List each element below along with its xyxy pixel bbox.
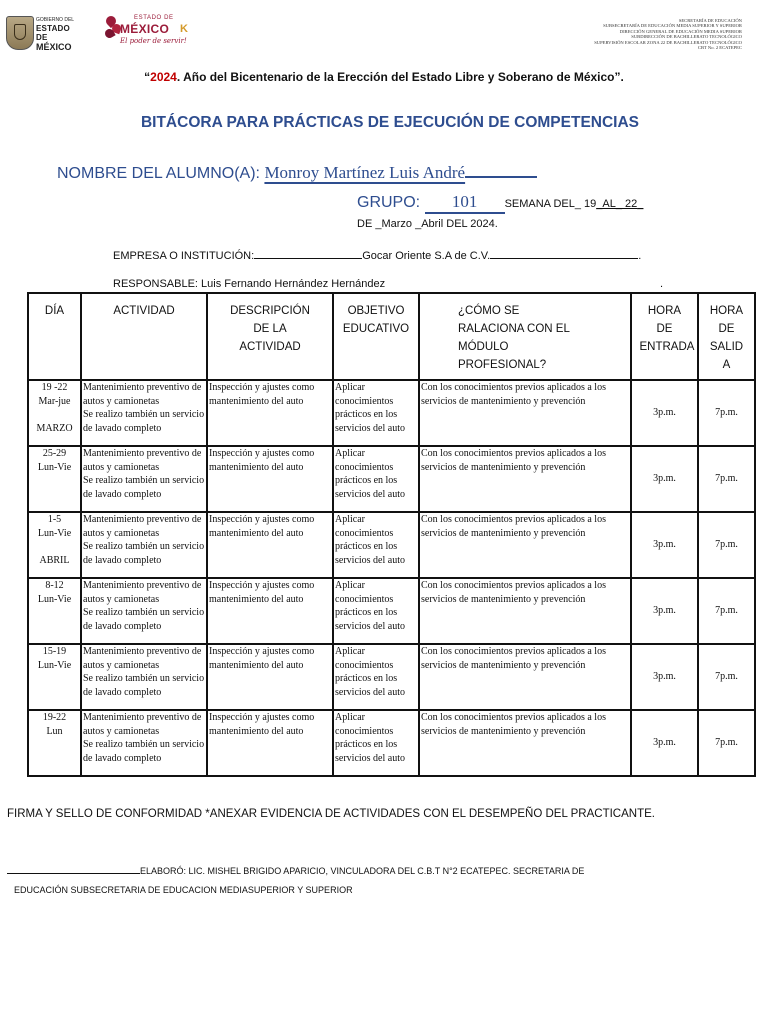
cell-entrada: 3p.m. <box>631 380 698 446</box>
cell-entrada: 3p.m. <box>631 578 698 644</box>
cell-relaciona: Con los conocimientos previos aplicados a los servicios de mantenimiento y prevención <box>419 512 631 578</box>
cell-objetivo: Aplicar conocimientos prácticos en los servicios del auto <box>333 446 419 512</box>
edo-logo-slogan: El poder de servir! <box>120 37 187 45</box>
cell-objetivo: Aplicar conocimientos prácticos en los servicios del auto <box>333 380 419 446</box>
cell-salida: 7p.m. <box>698 578 755 644</box>
edo-logo-line2: MÉXICO <box>120 22 170 36</box>
cell-actividad: Mantenimiento preventivo de autos y camionetas Se realizo también un servicio de lavado completo <box>81 380 207 446</box>
cell-dia: 25-29 Lun-Vie <box>28 446 81 512</box>
header-actividad: ACTIVIDAD <box>81 293 207 380</box>
motto-year: 2024 <box>150 70 177 84</box>
edo-logo-line1: ESTADO DE <box>134 15 174 21</box>
table-row <box>28 380 755 446</box>
edo-logo-mark: K <box>180 23 188 35</box>
gobierno-logo-text <box>36 17 78 52</box>
motto-text: . Año del Bicentenario de la Erección del Estado Libre y Soberano de México”. <box>176 70 624 84</box>
activity-log-table <box>27 292 756 777</box>
company-line <box>113 247 641 262</box>
table-row <box>28 512 755 578</box>
cell-salida: 7p.m. <box>698 380 755 446</box>
cell-descripcion: Inspección y ajustes como mantenimiento del auto <box>207 644 333 710</box>
cell-dia: 19 -22 Mar-jue MARZO <box>28 380 81 446</box>
month-year-line: DE _Marzo _Abril DEL 2024. <box>357 218 498 230</box>
gob-logo-line2: ESTADO DE <box>36 24 70 42</box>
cell-entrada: 3p.m. <box>631 644 698 710</box>
education-line: EDUCACIÓN SUBSECRETARIA DE EDUCACION MEDIASUPERIOR Y SUPERIOR <box>14 885 353 895</box>
cell-relaciona: Con los conocimientos previos aplicados a los servicios de mantenimiento y prevención <box>419 644 631 710</box>
cell-actividad: Mantenimiento preventivo de autos y camionetas Se realizo también un servicio de lavado completo <box>81 644 207 710</box>
signature-note: FIRMA Y SELLO DE CONFORMIDAD *ANEXAR EVIDENCIA DE ACTIVIDADES CON EL DESEMPEÑO DEL PRACTICANTE. <box>7 808 655 820</box>
cell-actividad: Mantenimiento preventivo de autos y camionetas Se realizo también un servicio de lavado completo <box>81 512 207 578</box>
table-header-row <box>28 293 755 380</box>
cell-salida: 7p.m. <box>698 446 755 512</box>
group-number: 101 <box>425 192 505 214</box>
table-row <box>28 578 755 644</box>
cell-objetivo: Aplicar conocimientos prácticos en los servicios del auto <box>333 644 419 710</box>
institution-header-line: SECRETARÍA DE EDUCACIÓN <box>678 18 742 23</box>
cell-salida: 7p.m. <box>698 644 755 710</box>
cell-descripcion: Inspección y ajustes como mantenimiento del auto <box>207 710 333 776</box>
cell-entrada: 3p.m. <box>631 710 698 776</box>
cell-entrada: 3p.m. <box>631 512 698 578</box>
institution-header-line: SUBDIRECCIÓN DE BACHILLERATO TECNOLÓGICO <box>631 34 742 40</box>
table-row <box>28 446 755 512</box>
cell-dia: 15-19 Lun-Vie <box>28 644 81 710</box>
cell-relaciona: Con los conocimientos previos aplicados a los servicios de mantenimiento y prevención <box>419 380 631 446</box>
estado-mexico-logo <box>104 12 196 52</box>
week-start: SEMANA DEL_ 19 <box>504 198 597 210</box>
motto-quote: “ <box>144 70 151 84</box>
cell-relaciona: Con los conocimientos previos aplicados a los servicios de mantenimiento y prevención <box>419 446 631 512</box>
cell-objetivo: Aplicar conocimientos prácticos en los servicios del auto <box>333 578 419 644</box>
cell-descripcion: Inspección y ajustes como mantenimiento del auto <box>207 446 333 512</box>
header-entrada: HORA DE ENTRADA <box>631 293 698 380</box>
cell-salida: 7p.m. <box>698 710 755 776</box>
responsible-end: . <box>660 278 664 290</box>
header-objetivo: OBJETIVO EDUCATIVO <box>333 293 419 380</box>
cell-salida: 7p.m. <box>698 512 755 578</box>
header-dia: DÍA <box>28 293 81 380</box>
institution-header-line: SUPERVISIÓN ESCOLAR ZONA 22 DE BACHILLERATO TECNOLÓGICO <box>594 39 742 45</box>
year-motto <box>0 70 768 84</box>
cell-objetivo: Aplicar conocimientos prácticos en los servicios del auto <box>333 710 419 776</box>
company-end: . <box>638 250 642 262</box>
cell-dia: 8-12 Lun-Vie <box>28 578 81 644</box>
student-line <box>57 162 537 183</box>
gob-logo-line3: MÉXICO <box>36 42 72 52</box>
student-label: NOMBRE DEL ALUMNO(A): <box>57 165 265 182</box>
week-end: _AL_ 22 <box>596 198 638 210</box>
cell-actividad: Mantenimiento preventivo de autos y camionetas Se realizo también un servicio de lavado completo <box>81 710 207 776</box>
cell-relaciona: Con los conocimientos previos aplicados a los servicios de mantenimiento y prevención <box>419 578 631 644</box>
page-title: BITÁCORA PARA PRÁCTICAS DE EJECUCIÓN DE COMPETENCIAS <box>140 114 640 131</box>
cell-dia: 1-5 Lun-Vie ABRIL <box>28 512 81 578</box>
company-value: Gocar Oriente S.A de C.V. <box>362 250 491 262</box>
cell-descripcion: Inspección y ajustes como mantenimiento del auto <box>207 380 333 446</box>
responsible-label: RESPONSABLE: <box>113 278 202 290</box>
cell-actividad: Mantenimiento preventivo de autos y camionetas Se realizo también un servicio de lavado completo <box>81 446 207 512</box>
coat-of-arms-icon <box>6 16 34 50</box>
header-salida: HORA DE SALID A <box>698 293 755 380</box>
header-descripcion: DESCRIPCIÓN DE LA ACTIVIDAD <box>207 293 333 380</box>
cell-descripcion: Inspección y ajustes como mantenimiento del auto <box>207 512 333 578</box>
responsible-value: Luis Fernando Hernández Hernández <box>201 278 386 290</box>
table-row <box>28 710 755 776</box>
gobierno-logo <box>6 14 78 50</box>
institution-header-line: CBT No. 2 ECATEPEC <box>697 45 742 51</box>
cell-relaciona: Con los conocimientos previos aplicados a los servicios de mantenimiento y prevención <box>419 710 631 776</box>
institution-header <box>442 18 742 50</box>
cell-descripcion: Inspección y ajustes como mantenimiento del auto <box>207 578 333 644</box>
table-row <box>28 644 755 710</box>
header-relaciona: ¿CÓMO SE RALACIONA CON EL MÓDULO PROFESIONAL? <box>419 293 631 380</box>
institution-header-line: SUBSECRETARÍA DE EDUCACIÓN MEDIA SUPERIOR Y SUPERIOR <box>603 23 742 29</box>
prepared-by-line <box>7 864 584 876</box>
cell-objetivo: Aplicar conocimientos prácticos en los servicios del auto <box>333 512 419 578</box>
group-label: GRUPO: <box>357 194 425 211</box>
student-name: Monroy Martínez Luis André <box>264 163 466 182</box>
week-end-underscore: _ <box>637 198 644 210</box>
cell-entrada: 3p.m. <box>631 446 698 512</box>
institution-header-line: DIRECCIÓN GENERAL DE EDUCACIÓN MEDIA SUPERIOR <box>619 28 742 34</box>
gob-logo-line1: GOBIERNO DEL <box>36 17 75 23</box>
cell-dia: 19-22 Lun <box>28 710 81 776</box>
responsible-line <box>113 278 385 290</box>
prepared-by-text: ELABORÓ: LIC. MISHEL BRIGIDO APARICIO, VINCULADORA DEL C.B.T N°2 ECATEPEC. SECRETARIA DE <box>140 866 585 876</box>
company-label: EMPRESA O INSTITUCIÓN: <box>113 250 255 262</box>
cell-actividad: Mantenimiento preventivo de autos y camionetas Se realizo también un servicio de lavado completo <box>81 578 207 644</box>
group-line <box>357 192 643 214</box>
